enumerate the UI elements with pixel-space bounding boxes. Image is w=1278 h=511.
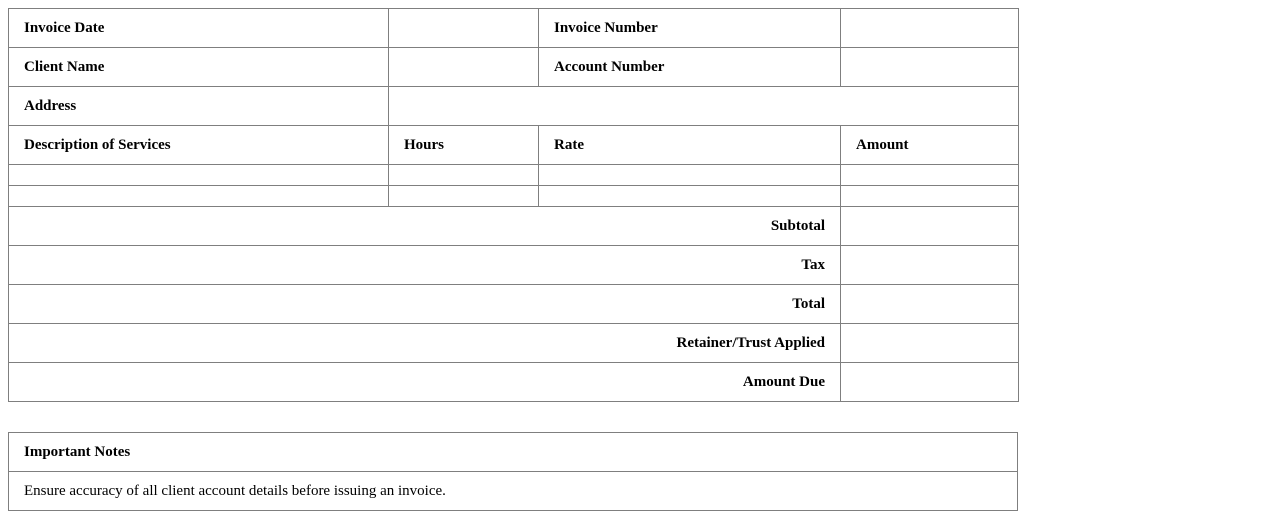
notes-title-row	[9, 433, 1018, 472]
account-number-value	[841, 48, 1019, 87]
subtotal-label: Subtotal	[9, 207, 841, 246]
invoice-date-label: Invoice Date	[9, 9, 389, 48]
column-header-description: Description of Services	[9, 126, 389, 165]
notes-table	[8, 432, 1018, 511]
service-line-row	[9, 186, 1019, 207]
subtotal-row	[9, 207, 1019, 246]
service-description-cell	[9, 165, 389, 186]
notes-text: Ensure accuracy of all client account details before issuing an invoice.	[9, 472, 1018, 511]
retainer-label: Retainer/Trust Applied	[9, 324, 841, 363]
service-description-cell	[9, 186, 389, 207]
service-line-row	[9, 165, 1019, 186]
tax-label: Tax	[9, 246, 841, 285]
invoice-number-value	[841, 9, 1019, 48]
total-value	[841, 285, 1019, 324]
service-amount-cell	[841, 186, 1019, 207]
invoice-date-row	[9, 9, 1019, 48]
service-hours-cell	[389, 186, 539, 207]
invoice-table	[8, 8, 1019, 402]
notes-text-row	[9, 472, 1018, 511]
retainer-row	[9, 324, 1019, 363]
client-name-value	[389, 48, 539, 87]
client-name-label: Client Name	[9, 48, 389, 87]
column-header-hours: Hours	[389, 126, 539, 165]
tax-value	[841, 246, 1019, 285]
retainer-value	[841, 324, 1019, 363]
subtotal-value	[841, 207, 1019, 246]
total-row	[9, 285, 1019, 324]
amount-due-label: Amount Due	[9, 363, 841, 402]
notes-title: Important Notes	[9, 433, 1018, 472]
client-name-row	[9, 48, 1019, 87]
column-header-amount: Amount	[841, 126, 1019, 165]
invoice-number-label: Invoice Number	[539, 9, 841, 48]
account-number-label: Account Number	[539, 48, 841, 87]
services-header-row	[9, 126, 1019, 165]
address-row	[9, 87, 1019, 126]
address-label: Address	[9, 87, 389, 126]
service-amount-cell	[841, 165, 1019, 186]
service-rate-cell	[539, 186, 841, 207]
amount-due-value	[841, 363, 1019, 402]
service-rate-cell	[539, 165, 841, 186]
total-label: Total	[9, 285, 841, 324]
tax-row	[9, 246, 1019, 285]
invoice-date-value	[389, 9, 539, 48]
service-hours-cell	[389, 165, 539, 186]
column-header-rate: Rate	[539, 126, 841, 165]
amount-due-row	[9, 363, 1019, 402]
address-value	[389, 87, 1019, 126]
